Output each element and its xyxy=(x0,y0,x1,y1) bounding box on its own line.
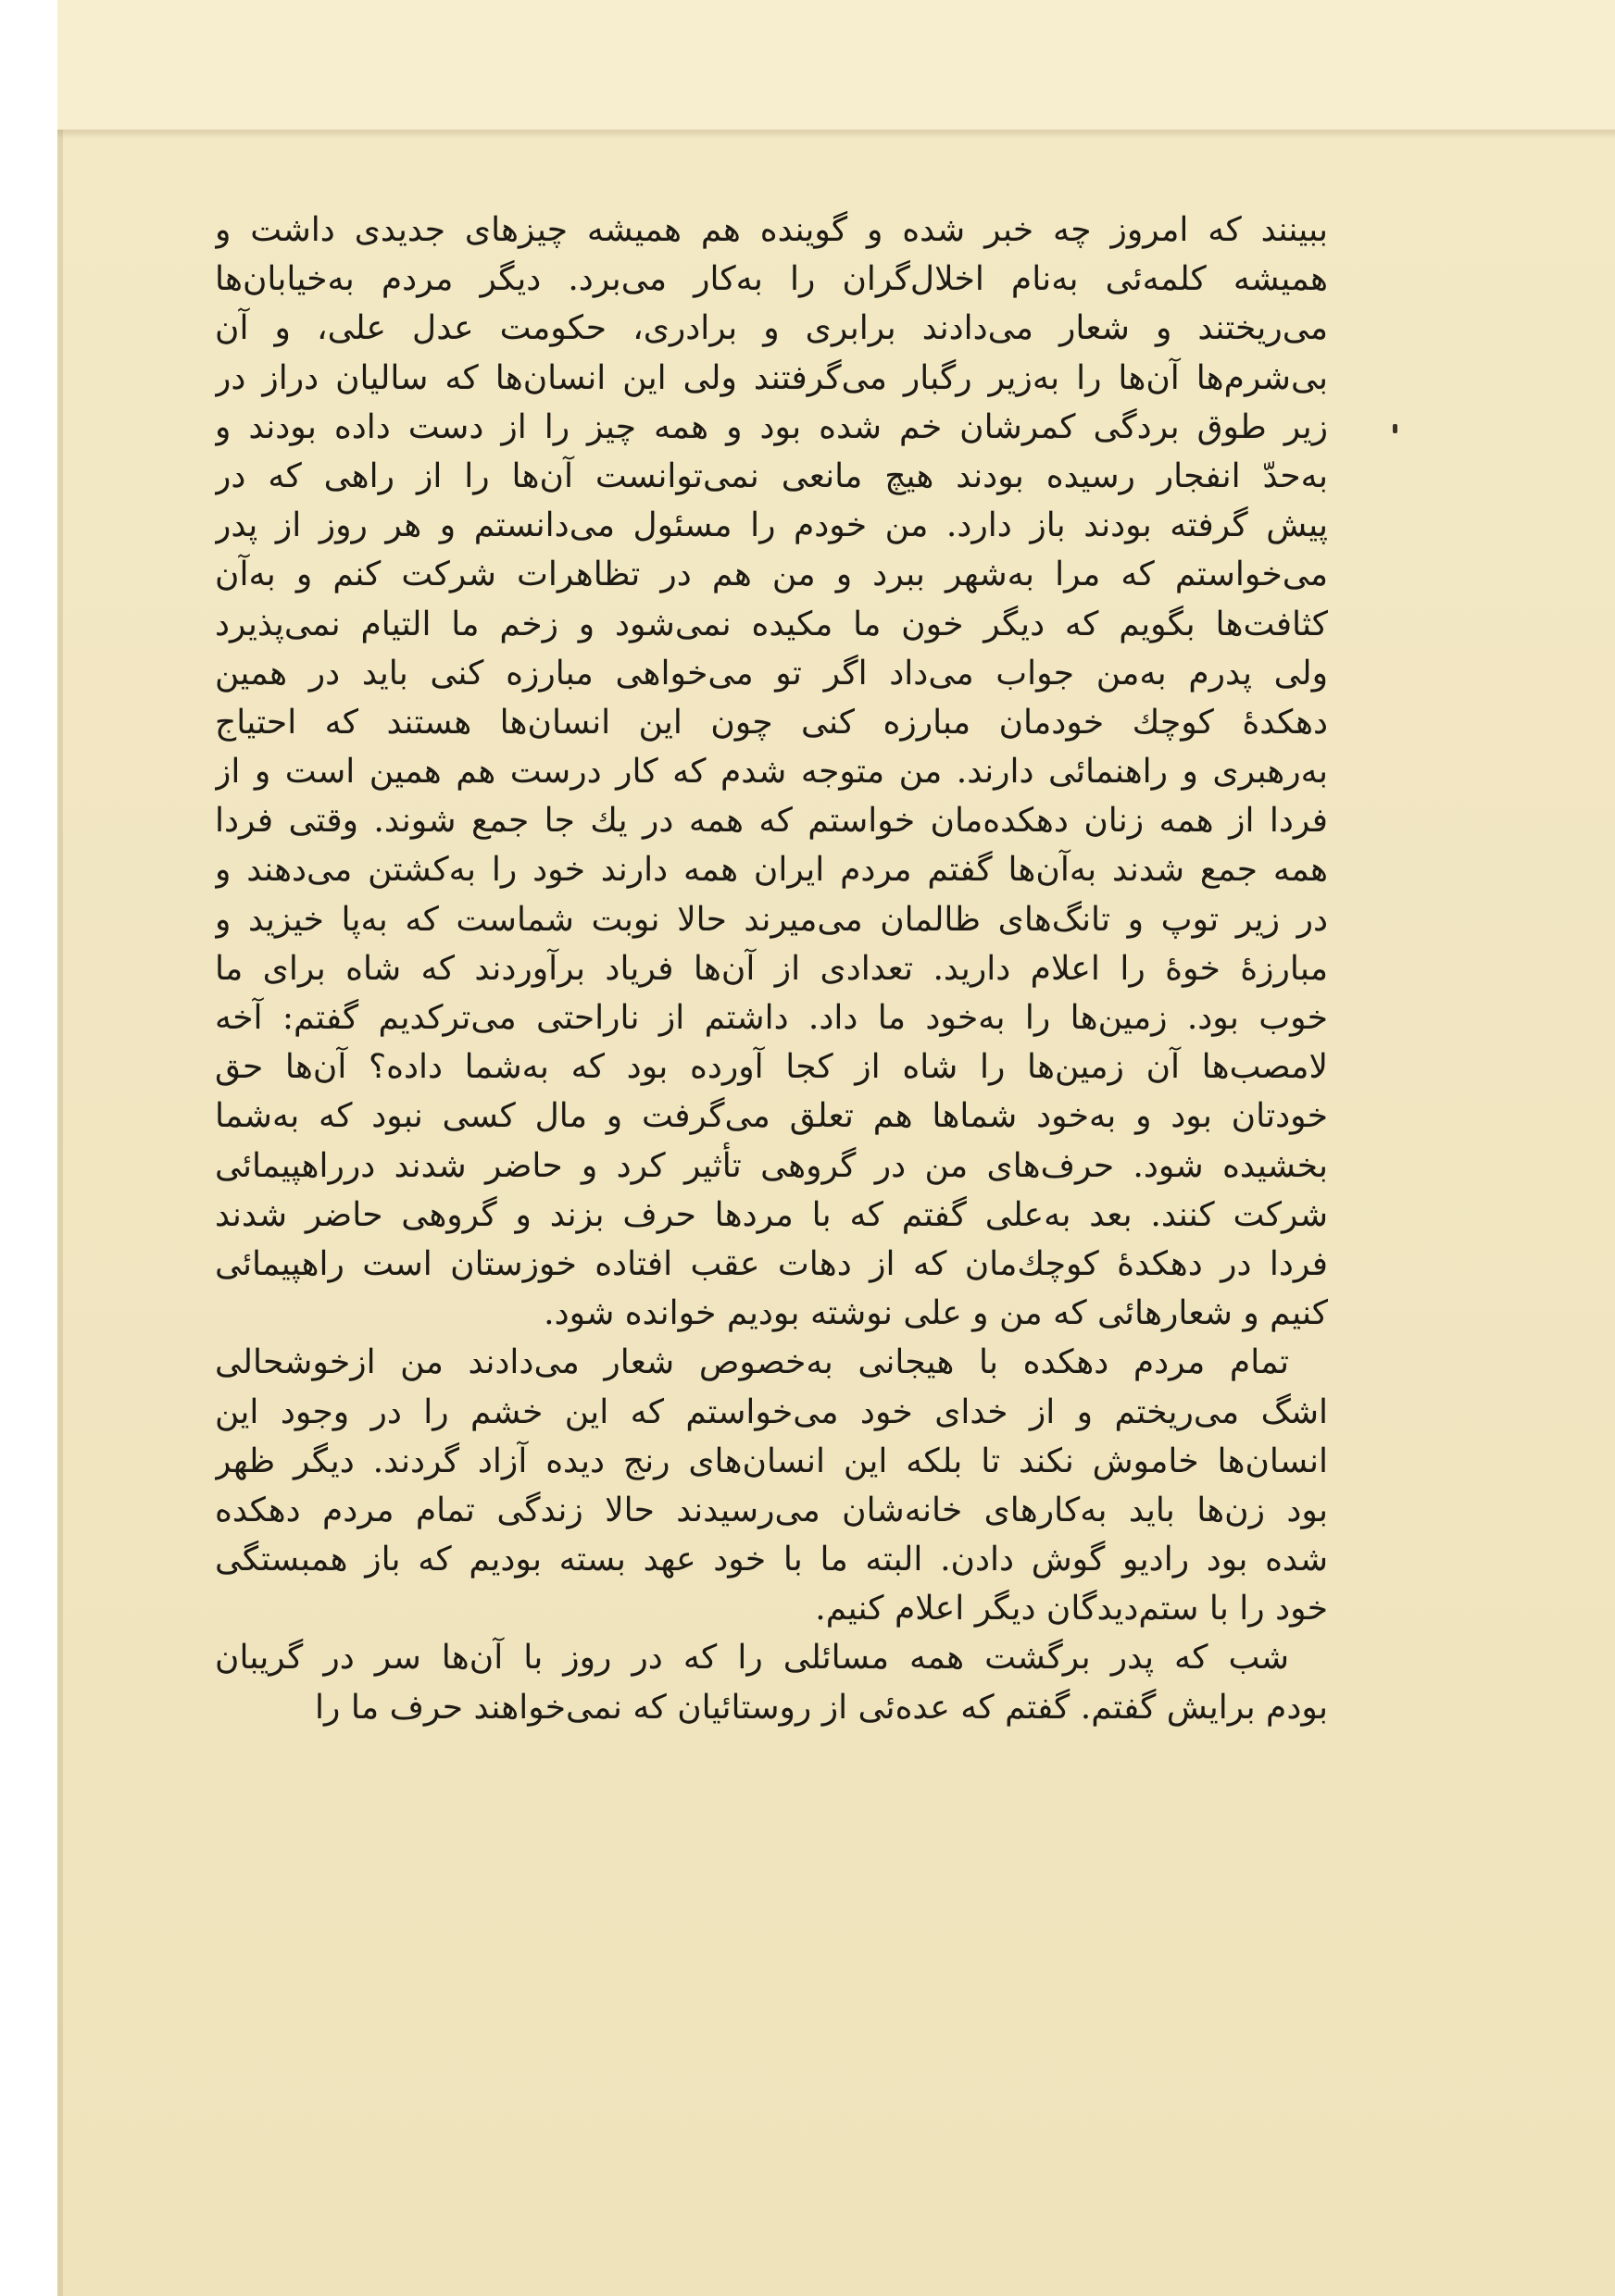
text-line: همیشه کلمه‌ئی به‌نام اخلال‌گران را به‌کار می‌برد. دیگر مردم به‌خیابان‌ها xyxy=(215,260,1328,299)
text-line: مبارزهٔ خوهٔ را اعلام دارید. تعدادی از آن‌ها فریاد برآوردند که شاه برای ما xyxy=(215,949,1328,988)
text-line: در زیر توپ و تانگ‌های ظالمان می‌میرند حالا نوبت شماست که به‌پا خیزید و xyxy=(215,900,1328,939)
text-line: بی‌شرم‌ها آن‌ها را به‌زیر رگبار می‌گرفتند ولی این انسان‌ها که سالیان دراز در xyxy=(215,358,1328,397)
paragraph xyxy=(215,1338,1328,1633)
text-line: شده بود رادیو گوش دادن. البته ما با خود عهد بسته بودیم که باز همبستگی xyxy=(215,1541,1328,1579)
text-line: خوب بود. زمین‌ها را به‌خود ما داد. داشتم از ناراحتی می‌ترکدیم گفتم: آخه xyxy=(215,999,1328,1037)
text-line: خودتان بود و به‌خود شماها هم تعلق می‌گرفت و مال کسی نبود که به‌شما xyxy=(215,1097,1328,1136)
body-text xyxy=(215,206,1328,1732)
text-line: به‌حدّ انفجار رسیده بودند هیچ مانعی نمی‌توانست آن‌ها را از راهی که در xyxy=(215,456,1328,495)
text-line: به‌رهبری و راهنمائی دارند. من متوجه شدم که کار درست هم همین است و از xyxy=(215,753,1328,792)
page-left-edge xyxy=(57,130,63,2296)
text-line: فردا از همه زنان دهکده‌مان خواستم که همه در یك جا جمع شوند. وقتی فردا xyxy=(215,802,1328,841)
text-line: شب که پدر برگشت همه مسائلی را که در روز با آن‌ها سر در گریبان xyxy=(215,1639,1289,1678)
text-line: ولی پدرم به‌من جواب می‌داد اگر تو می‌خواهی مبارزه کنی باید در همین xyxy=(215,654,1328,693)
text-line: خود را با ستم‌دیدگان دیگر اعلام کنیم. xyxy=(815,1590,1328,1628)
text-line: بود زن‌ها باید به‌کارهای خانه‌شان می‌رسیدند حالا زندگی تمام مردم دهکده xyxy=(215,1491,1328,1529)
text-line: همه جمع شدند به‌آن‌ها گفتم مردم ایران همه دارند خود را به‌کشتن می‌دهند و xyxy=(215,851,1328,890)
text-line: تمام مردم دهکده با هیجانی به‌خصوص شعار می‌دادند من ازخوشحالی xyxy=(215,1343,1290,1382)
text-line: می‌ریختند و شعار می‌دادند برابری و برادری، حکومت عدل علی، و آن xyxy=(215,309,1328,348)
paragraph xyxy=(215,1633,1328,1731)
text-line: بودم برایش گفتم. گفتم که عده‌ئی از روستائیان که نمی‌خواهند حرف ما را xyxy=(315,1688,1328,1727)
text-line: می‌خواستم که مرا به‌شهر ببرد و من هم در تظاهرات شرکت کنم و به‌آن xyxy=(215,555,1328,594)
paragraph xyxy=(215,206,1328,1338)
text-line: پیش گرفته بودند باز دارد. من خودم را مسئول می‌دانستم و هر روز از پدر xyxy=(215,506,1328,545)
text-line: کنیم و شعارهائی که من و علی نوشته بودیم خوانده شود. xyxy=(544,1294,1328,1333)
text-line: بخشیده شود. حرف‌های من در گروهی تأثیر کرد و حاضر شدند درراهپیمائی xyxy=(215,1146,1328,1185)
text-line: دهکدهٔ کوچك خودمان مبارزه کنی چون این انسان‌ها هستند که احتیاج xyxy=(215,703,1328,742)
text-line: ببینند که امروز چه خبر شده و گوینده هم همیشه چیزهای جدیدی داشت و xyxy=(215,211,1328,249)
text-line: لامصب‌ها آن زمین‌ها را شاه از کجا آورده بود که به‌شما داده؟ آن‌ها حق xyxy=(215,1048,1328,1087)
margin-mark xyxy=(1393,424,1397,433)
page-top-strip xyxy=(57,0,1615,130)
text-line: انسان‌ها خاموش نکند تا بلکه این انسان‌های رنج دیده آزاد گردند. دیگر ظهر xyxy=(215,1441,1328,1480)
text-line: فردا در دهکدهٔ کوچك‌مان که از دهات عقب افتاده خوزستان است راهپیمائی xyxy=(215,1244,1328,1283)
text-line: اشگ می‌ریختم و از خدای خود می‌خواستم که این خشم را در وجود این xyxy=(215,1392,1328,1431)
text-line: شرکت کنند. بعد به‌علی گفتم که با مردها حرف بزند و گروهی حاضر شدند xyxy=(215,1195,1328,1234)
page-fold-shadow xyxy=(57,130,1615,139)
text-line: زیر طوق بردگی کمرشان خم شده بود و همه چیز را از دست داده بودند و xyxy=(215,407,1328,446)
text-line: کثافت‌ها بگویم که دیگر خون ما مکیده نمی‌شود و زخم ما التیام نمی‌پذیرد xyxy=(215,605,1328,643)
